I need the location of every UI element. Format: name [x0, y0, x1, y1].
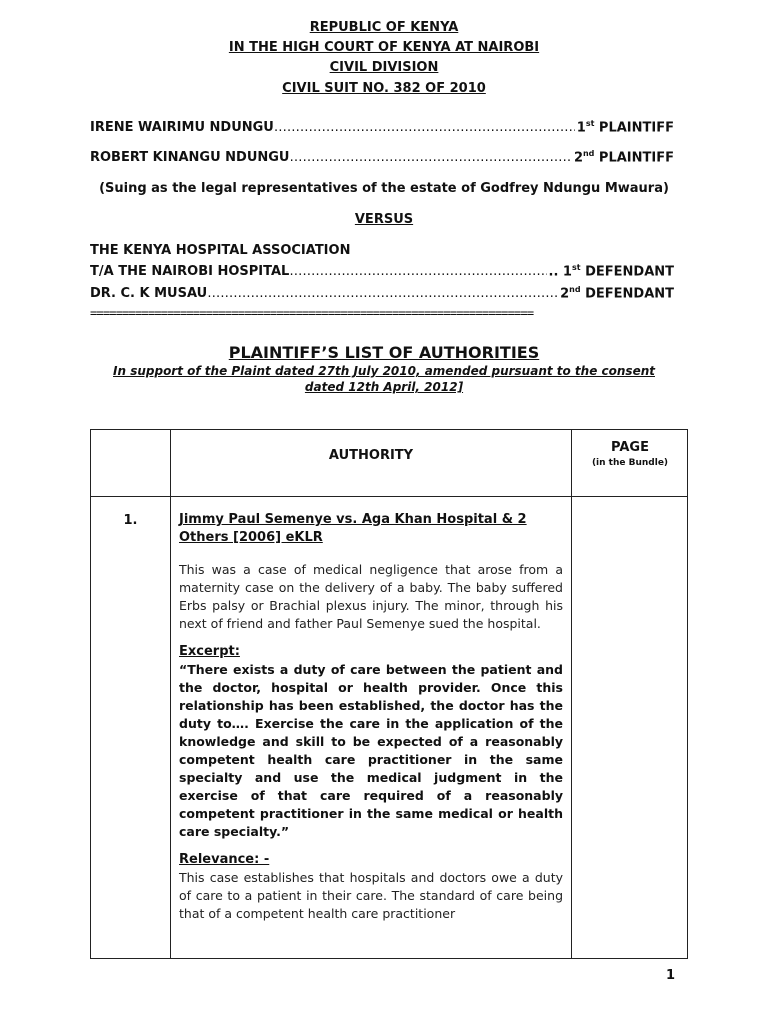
column-divider	[170, 430, 171, 958]
separator-rule: =====================================================================	[90, 306, 534, 320]
defendant-2-name: DR. C. K MUSAU	[90, 286, 208, 302]
header-division: CIVIL DIVISION	[329, 60, 439, 75]
defendant-2-line	[90, 285, 674, 301]
plaintiff-1-line	[90, 119, 674, 135]
plaintiff-2-role: 2nd PLAINTIFF	[573, 149, 674, 166]
list-support-note: In support of the Plaint dated 27th July 2010, amended pursuant to the consent dated 12th April, 2012]	[113, 364, 655, 394]
plaintiff-1-role: 1st PLAINTIFF	[576, 119, 674, 136]
defendant-1-name: T/A THE NAIROBI HOSPITAL	[90, 264, 290, 280]
page-number: 1	[666, 968, 676, 983]
versus-heading: VERSUS	[354, 212, 414, 227]
authority-cell	[179, 511, 563, 923]
plaintiff-2-line	[90, 149, 674, 165]
row-number: 1.	[123, 513, 138, 528]
column-header-page-sub: (in the Bundle)	[591, 458, 669, 468]
leader-dots	[290, 150, 572, 165]
header-divider	[91, 496, 687, 497]
column-header-page-label: PAGE	[611, 440, 649, 455]
defendant-1-line	[90, 263, 674, 279]
plaintiff-1-name: IRENE WAIRIMU NDUNGU	[90, 120, 274, 136]
defendant-2-role: 2nd DEFENDANT	[560, 285, 674, 302]
leader-dots	[289, 264, 546, 279]
column-divider	[571, 430, 572, 958]
header-republic: REPUBLIC OF KENYA	[309, 20, 459, 35]
list-title: PLAINTIFF’S LIST OF AUTHORITIES	[228, 343, 540, 362]
case-description: This was a case of medical negligence that arose from a maternity case on the delivery of a baby. The baby suffered Erbs palsy or Brachial plexus injury. The minor, through his next of friend and father Paul Semenye sued the hospital.	[179, 562, 563, 631]
excerpt-heading: Excerpt:	[179, 644, 240, 659]
column-header-page	[572, 440, 688, 468]
column-header-authority: AUTHORITY	[328, 448, 414, 463]
case-title: Jimmy Paul Semenye vs. Aga Khan Hospital & 2 Others [2006] eKLR	[179, 512, 527, 545]
suing-capacity-note: (Suing as the legal representatives of the estate of Godfrey Ndungu Mwaura)	[99, 181, 669, 196]
authorities-table	[90, 429, 688, 959]
header-court: IN THE HIGH COURT OF KENYA AT NAIROBI	[228, 40, 540, 55]
relevance-text: This case establishes that hospitals and doctors owe a duty of care to a patient in their care. The standard of care being that of a competent health care practitioner	[179, 870, 563, 921]
defendant-1-association: THE KENYA HOSPITAL ASSOCIATION	[90, 243, 351, 258]
excerpt-text: “There exists a duty of care between the patient and the doctor, hospital or health provider. Once this relationship has been established, the doctor has the duty to…. Exercise the care in the application of the knowledge and skill to be expected of a reasonably competent health care practitioner in the same specialty and use the medical judgment in the exercise of that care required of a reasonably competent practitioner in the same medical or health care specialty.”	[179, 662, 563, 839]
plaintiff-2-name: ROBERT KINANGU NDUNGU	[90, 150, 290, 166]
header-suit-number: CIVIL SUIT NO. 382 OF 2010	[282, 81, 486, 96]
defendant-1-role: .. 1st DEFENDANT	[548, 263, 674, 280]
relevance-heading: Relevance: -	[179, 852, 270, 867]
leader-dots	[274, 120, 575, 135]
leader-dots	[207, 286, 558, 301]
